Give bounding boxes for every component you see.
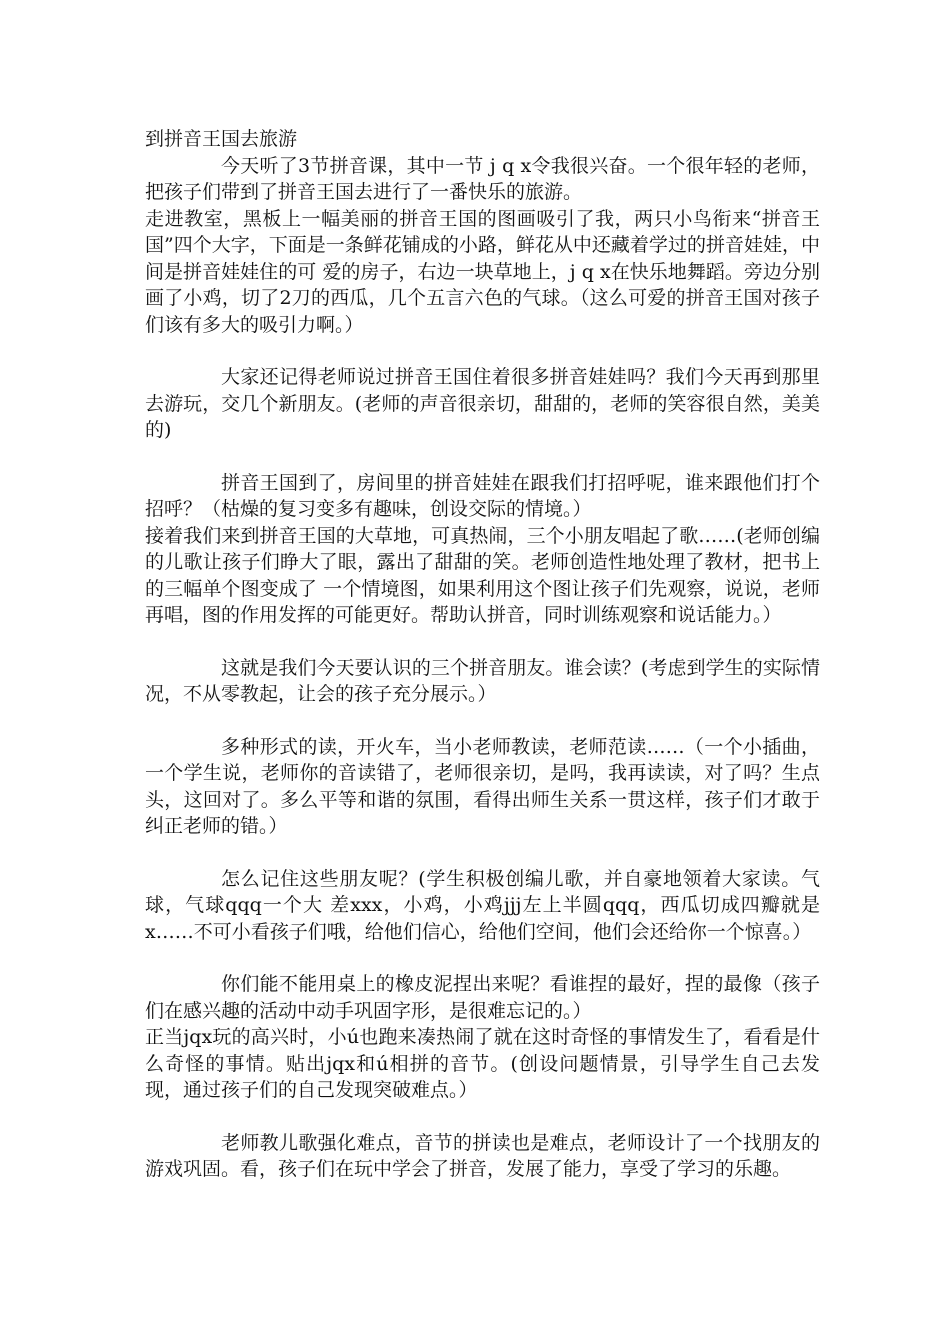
paragraph: 拼音王国到了，房间里的拼音娃娃在跟我们打招呼呢，谁来跟他们打个招呼？（枯燥的复习变多有趣味，创设交际的情境。） (145, 471, 820, 520)
paragraph: 你们能不能用桌上的橡皮泥捏出来呢？看谁捏的最好，捏的最像（孩子们在感兴趣的活动中动手巩固字形，是很难忘记的。） (145, 973, 820, 1022)
paragraph: 这就是我们今天要认识的三个拼音朋友。谁会读？(考虑到学生的实际情况，不从零教起，让会的孩子充分展示。） (145, 656, 820, 705)
paragraph: 接着我们来到拼音王国的大草地，可真热闹，三个小朋友唱起了歌……(老师创编的儿歌让孩子们睁大了眼，露出了甜甜的笑。老师创造性地处理了教材，把书上的三幅单个图变成了 一个情境图，如果利用这个图让孩子们先观察，说说，老师再唱，图的作用发挥的可能更好。帮助认拼音，同时训练观察和说话能力。） (145, 524, 820, 626)
paragraph: 走进教室，黑板上一幅美丽的拼音王国的图画吸引了我，两只小鸟衔来“拼音王国”四个大字，下面是一条鲜花铺成的小路，鲜花从中还藏着学过的拼音娃娃，中间是拼音娃娃住的可 爱的房子，右边一块草地上，j q x在快乐地舞蹈。旁边分别画了小鸡，切了2刀的西瓜，几个五言六色的气球。（这么可爱的拼音王国对孩子们该有多大的吸引力啊。） (145, 207, 820, 336)
paragraph: 正当jqx玩的高兴时，小ú也跑来凑热闹了就在这时奇怪的事情发生了，看看是什么奇怪的事情。贴出jqx和ú相拼的音节。(创设问题情景，引导学生自己去发现，通过孩子们的自己发现突破难点。） (145, 1026, 820, 1101)
paragraph: 大家还记得老师说过拼音王国住着很多拼音娃娃吗？我们今天再到那里去游玩，交几个新朋友。(老师的声音很亲切，甜甜的，老师的笑容很自然，美美的) (145, 366, 820, 441)
paragraph: 老师教儿歌强化难点，音节的拼读也是难点，老师设计了一个找朋友的游戏巩固。看，孩子们在玩中学会了拼音，发展了能力，享受了学习的乐趣。 (145, 1131, 820, 1180)
document-title: 到拼音王国去旅游 (145, 128, 298, 150)
paragraph: 怎么记住这些朋友呢？(学生积极创编儿歌，并自豪地领着大家读。气球，气球qqq一个大 差xxx，小鸡，小鸡jjj左上半圆qqq，西瓜切成四瓣就是x……不可小看孩子们哦，给他们信心，给他们空间，他们会还给你一个惊喜。） (145, 867, 820, 943)
paragraph: 今天听了3节拼音课，其中一节 j q x令我很兴奋。一个很年轻的老师，把孩子们带到了拼音王国去进行了一番快乐的旅游。 (145, 154, 820, 203)
paragraph: 多种形式的读，开火车，当小老师教读，老师范读……（一个小插曲，一个学生说，老师你的音读错了，老师很亲切，是吗，我再读读，对了吗？生点头，这回对了。多么平等和谐的氛围，看得出师生关系一贯这样，孩子们才敢于纠正老师的错。） (145, 735, 820, 837)
document-body (145, 126, 820, 1183)
